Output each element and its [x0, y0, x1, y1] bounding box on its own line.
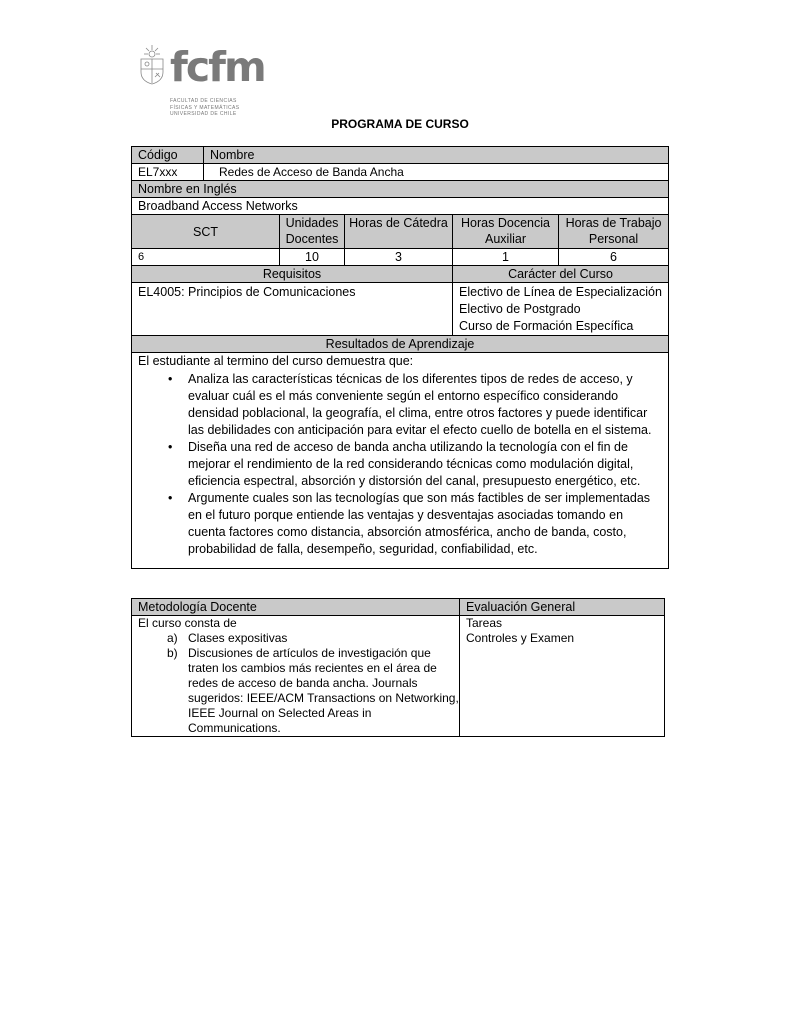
codigo-header: Código	[132, 147, 204, 164]
list-item: • Analiza las características técnicas de los diferentes tipos de redes de acceso, y evaluar cuál es el más conveniente según el entorno específico considerando densidad poblacional, la geografía, el clima, entre otros factores y puede identificar las debilidades con anticipación para evitar el efecto cuello de botella en el sistema.	[188, 371, 668, 439]
methodology-table	[131, 598, 665, 737]
horas-catedra-header: Horas de Cátedra	[345, 215, 453, 249]
metodologia-intro: El curso consta de	[138, 616, 237, 630]
caracter-values	[453, 283, 669, 336]
requisitos-value: EL4005: Principios de Comunicaciones	[132, 283, 453, 336]
unidades-value: 10	[280, 249, 345, 266]
english-name-header: Nombre en Inglés	[132, 181, 669, 198]
list-item: a) Clases expositivas	[167, 631, 288, 645]
caracter-item: Electivo de Postgrado	[459, 302, 581, 316]
resultados-header: Resultados de Aprendizaje	[132, 336, 669, 353]
horas-auxiliar-header: Horas Docencia Auxiliar	[453, 215, 559, 249]
metodologia-body	[132, 616, 460, 737]
evaluacion-body	[460, 616, 665, 737]
resultados-intro: El estudiante al termino del curso demuestra que:	[138, 354, 414, 368]
nombre-header: Nombre	[204, 147, 669, 164]
horas-catedra-value: 3	[345, 249, 453, 266]
university-seal-icon	[137, 45, 167, 85]
course-code: EL7xxx	[132, 164, 204, 181]
fcfm-logo	[137, 43, 265, 118]
list-item: • Argumente cuales son las tecnologías que son más factibles de ser implementadas en el futuro porque entiende las ventajas y desventajas asociadas tomando en cuenta factores como distancia, absorción atmosférica, ancho de banda, costo, probabilidad de falla, desempeño, seguridad, confiabilidad, etc.	[188, 490, 668, 558]
horas-trabajo-value: 6	[559, 249, 669, 266]
sct-value: 6	[132, 249, 280, 266]
caracter-header: Carácter del Curso	[453, 266, 669, 283]
list-item: • Diseña una red de acceso de banda ancha utilizando la tecnología con el fin de mejorar el rendimiento de la red considerando técnicas como modulación digital, eficiencia espectral, absorción y distorsión del canal, presupuesto energético, etc.	[188, 439, 668, 490]
page-title: PROGRAMA DE CURSO	[331, 117, 469, 131]
course-info-table	[131, 146, 669, 569]
caracter-item: Curso de Formación Específica	[459, 319, 634, 333]
unidades-header: Unidades Docentes	[280, 215, 345, 249]
resultados-body	[132, 353, 669, 569]
logo-wordmark: fcfm	[170, 43, 265, 91]
list-item: b) Discusiones de artículos de investigación que traten los cambios más recientes en el área de redes de acceso de banda ancha. Journals sugeridos: IEEE/ACM Transactions on Networking, IEEE Journal on Selected Areas in Communications.	[167, 646, 459, 735]
evaluacion-item: Tareas	[466, 616, 503, 630]
logo-subtitle: FACULTAD DE CIENCIAS FÍSICAS Y MATEMÁTICAS UNIVERSIDAD DE CHILE	[170, 98, 240, 117]
resultados-list	[138, 371, 668, 558]
evaluacion-header: Evaluación General	[460, 599, 665, 616]
sct-header: SCT	[132, 215, 280, 249]
course-name: Redes de Acceso de Banda Ancha	[204, 164, 669, 181]
metodologia-list	[138, 631, 459, 736]
english-name: Broadband Access Networks	[132, 198, 669, 215]
horas-trabajo-header: Horas de Trabajo Personal	[559, 215, 669, 249]
evaluacion-item: Controles y Examen	[466, 631, 575, 645]
requisitos-header: Requisitos	[132, 266, 453, 283]
caracter-item: Electivo de Línea de Especialización	[459, 285, 662, 299]
horas-auxiliar-value: 1	[453, 249, 559, 266]
metodologia-header: Metodología Docente	[132, 599, 460, 616]
